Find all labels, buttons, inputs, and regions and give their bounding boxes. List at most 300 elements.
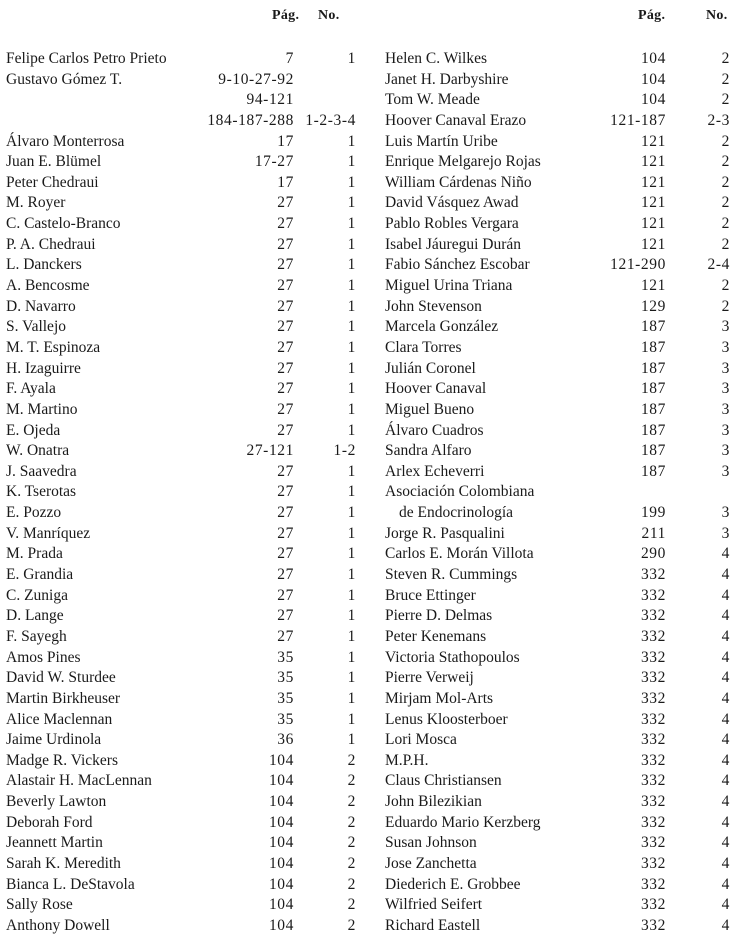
page-numbers: 104 [268,751,294,769]
author-name: Alastair H. MacLennan [6,772,152,790]
page-numbers: 104 [268,896,294,914]
index-row [385,730,737,751]
index-row [385,359,737,380]
author-name: Juan E. Blümel [6,153,102,171]
right-rows [385,49,737,937]
author-name: P. A. Chedraui [6,235,96,253]
right-header-pag: Pág. [638,8,666,23]
index-row [6,379,356,400]
index-row [385,771,737,792]
page-numbers: 17 [277,173,294,191]
author-name: Enrique Melgarejo Rojas [385,153,541,171]
page-numbers: 187 [640,338,666,356]
index-row [6,854,356,875]
page-numbers: 27 [277,338,294,356]
issue-numbers: 4 [721,648,730,666]
author-name: Claus Christiansen [385,772,502,790]
page-numbers: 27 [277,524,294,542]
page-numbers: 332 [640,875,666,893]
index-row [6,710,356,731]
index-row [385,916,737,937]
page-numbers: 7 [285,50,294,67]
index-row [385,792,737,813]
page-numbers: 27 [277,235,294,253]
page-numbers: 36 [277,731,294,749]
page-numbers: 27 [277,545,294,563]
issue-numbers: 4 [721,669,730,687]
author-name: Alice Maclennan [6,710,113,728]
page-numbers: 129 [640,297,666,315]
index-row [385,586,737,607]
author-name: D. Navarro [6,297,76,315]
issue-numbers: 1 [347,173,356,191]
issue-numbers: 2 [721,173,730,191]
index-row [385,751,737,772]
author-name: Peter Chedraui [6,173,99,191]
index-row [385,648,737,669]
index-row [6,689,356,710]
index-row [385,813,737,834]
index-row [6,524,356,545]
author-name: E. Pozzo [6,504,62,522]
author-name: Miguel Urina Triana [385,277,513,295]
issue-numbers: 4 [721,627,730,645]
issue-numbers: 2 [721,153,730,171]
index-row [6,276,356,297]
page-numbers: 104 [268,916,294,934]
index-row [385,565,737,586]
issue-numbers: 2 [347,854,356,872]
author-name: Mirjam Mol-Arts [385,689,494,707]
left-header-pag: Pág. [272,8,300,23]
index-row [385,627,737,648]
page-numbers: 27 [277,586,294,604]
index-row [6,421,356,442]
issue-numbers: 4 [721,566,730,584]
author-name: S. Vallejo [6,318,66,336]
author-name: Beverly Lawton [6,793,107,811]
index-row [6,544,356,565]
issue-numbers: 1 [347,731,356,749]
issue-numbers: 3 [721,359,730,377]
page-numbers: 121-290 [610,256,666,274]
author-name: Eduardo Mario Kerzberg [385,813,541,831]
page-numbers: 104 [640,70,666,88]
issue-numbers: 2 [721,194,730,212]
index-row [385,606,737,627]
author-name: Álvaro Cuadros [385,421,484,439]
issue-numbers: 1 [347,194,356,212]
author-name: Lori Mosca [385,731,457,749]
author-name: Anthony Dowell [6,916,110,934]
page-numbers: 121 [640,132,666,150]
author-name: Miguel Bueno [385,400,475,418]
index-row [6,235,356,256]
issue-numbers: 3 [721,504,730,522]
page-numbers: 332 [640,751,666,769]
page-numbers: 187 [640,318,666,336]
page-numbers: 332 [640,731,666,749]
index-row [385,689,737,710]
index-row [385,173,737,194]
page-numbers: 27 [277,277,294,295]
issue-numbers: 2 [721,70,730,88]
issue-numbers: 1 [347,483,356,501]
index-row [385,833,737,854]
index-row [385,668,737,689]
author-name: Helen C. Wilkes [385,50,487,67]
index-row [6,833,356,854]
page-numbers: 121 [640,215,666,233]
issue-numbers: 2 [347,772,356,790]
author-name: M. Martino [6,400,78,418]
author-name: C. Castelo-Branco [6,215,121,233]
issue-numbers: 1 [347,50,356,67]
author-name: Richard Eastell [385,916,481,934]
author-name: de Endocrinología [399,504,514,522]
index-row [6,627,356,648]
page-numbers: 199 [640,504,666,522]
issue-numbers: 3 [721,421,730,439]
issue-numbers: 3 [721,318,730,336]
issue-numbers: 2 [347,751,356,769]
page-numbers: 187 [640,462,666,480]
page-numbers: 27 [277,256,294,274]
author-name: Susan Johnson [385,834,477,852]
issue-numbers: 1 [347,380,356,398]
page-numbers: 27 [277,318,294,336]
issue-numbers: 4 [721,854,730,872]
index-row [385,276,737,297]
page-numbers: 27 [277,215,294,233]
issue-numbers: 4 [721,813,730,831]
page-numbers: 211 [641,524,666,542]
index-row [385,338,737,359]
index-row [6,441,356,462]
author-name: Sally Rose [6,896,73,914]
author-name: M. Prada [6,545,63,563]
author-name: Victoria Stathopoulos [385,648,520,666]
issue-numbers: 4 [721,586,730,604]
issue-numbers: 1 [347,710,356,728]
issue-numbers: 1 [347,338,356,356]
issue-numbers: 2-4 [707,256,730,274]
index-row [385,255,737,276]
page-numbers: 332 [640,793,666,811]
author-name: David Vásquez Awad [385,194,519,212]
author-name: V. Manríquez [6,524,91,542]
author-name: D. Lange [6,607,64,625]
page-numbers: 94-121 [246,91,294,109]
page-numbers: 290 [640,545,666,563]
author-name: Carlos E. Morán Villota [385,545,534,563]
page-numbers: 104 [640,50,666,67]
author-name: Pablo Robles Vergara [385,215,519,233]
index-row [6,648,356,669]
index-row [6,111,356,132]
issue-numbers: 1 [347,607,356,625]
index-row [385,379,737,400]
issue-numbers: 2 [721,50,730,67]
index-row [6,503,356,524]
page-numbers: 35 [277,648,294,666]
author-name: E. Grandia [6,566,74,584]
page-numbers: 104 [268,813,294,831]
issue-numbers: 1 [347,669,356,687]
issue-numbers: 2 [347,793,356,811]
index-row [6,462,356,483]
issue-numbers: 4 [721,731,730,749]
author-name: Sarah K. Meredith [6,854,121,872]
author-name: Felipe Carlos Petro Prieto [6,50,167,67]
issue-numbers: 1 [347,318,356,336]
author-name: W. Onatra [6,442,70,460]
page-numbers: 332 [640,834,666,852]
issue-numbers: 1-2-3-4 [305,111,356,129]
issue-numbers: 3 [721,400,730,418]
page-numbers: 27 [277,380,294,398]
author-name: Peter Kenemans [385,627,487,645]
issue-numbers: 1 [347,256,356,274]
index-row [385,90,737,111]
index-row [6,297,356,318]
page-numbers: 121 [640,153,666,171]
issue-numbers: 2 [347,916,356,934]
index-row [6,565,356,586]
index-row [6,586,356,607]
page-numbers: 184-187-288 [207,111,294,129]
author-name: Pierre D. Delmas [385,607,493,625]
page-numbers: 332 [640,916,666,934]
issue-numbers: 4 [721,875,730,893]
index-row [6,771,356,792]
issue-numbers: 1 [347,586,356,604]
author-name: E. Ojeda [6,421,61,439]
issue-numbers: 1 [347,462,356,480]
issue-numbers: 4 [721,751,730,769]
page-numbers: 187 [640,400,666,418]
issue-numbers: 1 [347,359,356,377]
issue-numbers: 2 [347,834,356,852]
index-row [6,813,356,834]
page-numbers: 121 [640,277,666,295]
index-row [6,730,356,751]
author-name: H. Izaguirre [6,359,81,377]
author-name: John Stevenson [385,297,482,315]
issue-numbers: 4 [721,896,730,914]
page-numbers: 35 [277,710,294,728]
author-name: David W. Sturdee [6,669,116,687]
page-numbers: 27 [277,483,294,501]
issue-numbers: 2 [721,132,730,150]
issue-numbers: 1 [347,132,356,150]
page-numbers: 104 [268,772,294,790]
index-row [385,132,737,153]
page-numbers: 104 [268,834,294,852]
author-name: Jorge R. Pasqualini [385,524,505,542]
issue-numbers: 2 [347,813,356,831]
index-row [385,544,737,565]
author-name: A. Bencosme [6,277,90,295]
page-numbers: 187 [640,380,666,398]
page-numbers: 27 [277,194,294,212]
right-header-no: No. [706,8,728,23]
issue-numbers: 1 [347,689,356,707]
left-header-no: No. [318,8,340,23]
page-numbers: 27 [277,297,294,315]
author-name: Julián Coronel [385,359,476,377]
index-row [6,49,356,70]
author-name: Clara Torres [385,338,462,356]
issue-numbers: 1 [347,400,356,418]
author-name: M. T. Espinoza [6,338,101,356]
issue-numbers: 2 [721,277,730,295]
index-row [385,503,737,524]
author-name: Jeannett Martin [6,834,103,852]
index-row [6,606,356,627]
index-row [385,111,737,132]
author-name: Marcela González [385,318,499,336]
issue-numbers: 2 [721,91,730,109]
issue-numbers: 1 [347,421,356,439]
issue-numbers: 1 [347,545,356,563]
page-numbers: 27 [277,421,294,439]
author-name: Bianca L. DeStavola [6,875,135,893]
page-numbers: 27 [277,607,294,625]
author-name: C. Zuniga [6,586,68,604]
author-name: Fabio Sánchez Escobar [385,256,530,274]
page-numbers: 27 [277,566,294,584]
author-name: Luis Martín Uribe [385,132,498,150]
author-name: Wilfried Seifert [385,896,483,914]
author-name: M. Royer [6,194,66,212]
index-row [6,359,356,380]
page-numbers: 35 [277,689,294,707]
page-numbers: 332 [640,896,666,914]
page-numbers: 332 [640,566,666,584]
issue-numbers: 2 [721,215,730,233]
index-row [385,524,737,545]
page-numbers: 332 [640,607,666,625]
issue-numbers: 4 [721,607,730,625]
page-numbers: 104 [268,875,294,893]
index-row [385,441,737,462]
author-name: Gustavo Gómez T. [6,70,123,88]
index-row [385,152,737,173]
issue-numbers: 3 [721,524,730,542]
index-row [385,400,737,421]
page-numbers: 104 [268,854,294,872]
page-numbers: 332 [640,669,666,687]
index-row [6,751,356,772]
page-numbers: 17-27 [254,153,294,171]
issue-numbers: 4 [721,710,730,728]
issue-numbers: 4 [721,834,730,852]
issue-numbers: 2 [721,297,730,315]
index-row [385,710,737,731]
page-numbers: 187 [640,421,666,439]
index-row [6,317,356,338]
issue-numbers: 4 [721,793,730,811]
issue-numbers: 1 [347,215,356,233]
author-name: Jose Zanchetta [385,854,477,872]
author-name: Hoover Canaval Erazo [385,111,527,129]
index-row [385,317,737,338]
author-name: L. Danckers [6,256,82,274]
issue-numbers: 4 [721,545,730,563]
author-name: Álvaro Monterrosa [6,132,125,150]
index-row [385,895,737,916]
index-row [385,214,737,235]
index-row [6,214,356,235]
index-row [385,854,737,875]
index-row [385,70,737,91]
issue-numbers: 2-3 [707,111,730,129]
index-row [6,90,356,111]
index-row [6,668,356,689]
issue-numbers: 2 [347,896,356,914]
page-numbers: 27 [277,359,294,377]
page-numbers: 187 [640,359,666,377]
issue-numbers: 4 [721,689,730,707]
author-name: M.P.H. [385,751,429,769]
author-name: Amos Pines [6,648,81,666]
index-row [385,49,737,70]
page-numbers: 9-10-27-92 [218,70,294,88]
issue-numbers: 3 [721,442,730,460]
page-numbers: 27 [277,504,294,522]
author-name: Lenus Kloosterboer [385,710,508,728]
index-row [6,338,356,359]
issue-numbers: 1 [347,297,356,315]
page-numbers: 332 [640,627,666,645]
author-name: Diederich E. Grobbee [385,875,521,893]
index-row [6,895,356,916]
page-numbers: 332 [640,813,666,831]
author-name: Tom W. Meade [385,91,480,109]
issue-numbers: 4 [721,916,730,934]
issue-numbers: 1 [347,277,356,295]
index-row [6,70,356,91]
author-name: Jaime Urdinola [6,731,102,749]
index-row [385,297,737,318]
issue-numbers: 2 [347,875,356,893]
page-numbers: 27-121 [246,442,294,460]
issue-numbers: 3 [721,338,730,356]
index-row [6,173,356,194]
author-name: Hoover Canaval [385,380,487,398]
page-numbers: 121 [640,235,666,253]
page-numbers: 332 [640,689,666,707]
issue-numbers: 1 [347,153,356,171]
issue-numbers: 3 [721,380,730,398]
issue-numbers: 3 [721,462,730,480]
author-name: Arlex Echeverri [385,462,485,480]
page-numbers: 332 [640,710,666,728]
page-numbers: 35 [277,669,294,687]
page-numbers: 17 [277,132,294,150]
page-numbers: 121 [640,194,666,212]
issue-numbers: 4 [721,772,730,790]
author-name: Sandra Alfaro [385,442,472,460]
index-row [6,255,356,276]
index-row [6,193,356,214]
index-row [385,421,737,442]
author-name: F. Sayegh [6,627,67,645]
index-row [6,792,356,813]
page-numbers: 121 [640,173,666,191]
page-numbers: 104 [640,91,666,109]
